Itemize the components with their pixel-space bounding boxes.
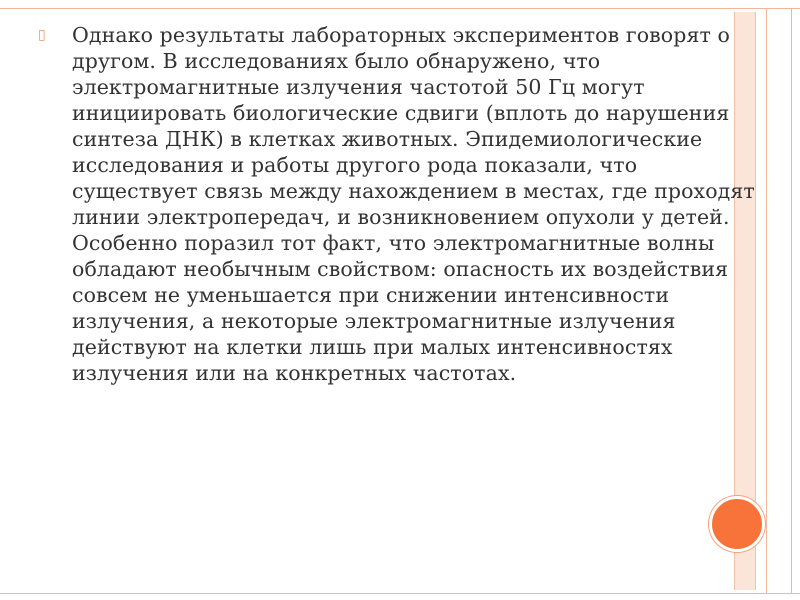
decorative-circle <box>709 496 765 552</box>
frame-bottom-line <box>0 593 800 594</box>
body-paragraph: Однако результаты лабораторных экспериментов говорят о другом. В исследованиях было обнаружено, что электромагнитные излучения частотой 50 Гц могут инициировать биологические сдвиги (вплоть до нарушения синтеза ДНК) в клетках животных. Эпидемиологические исследования и работы другого рода показали, что существует связь между нахождением в местах, где проходят линии электропередач, и возникновением опухоли у детей. Особенно поразил тот факт, что электромагнитные волны обладают необычным свойством: опасность их воздействия совсем не уменьшается при снижении интенсивности излучения, а некоторые электромагнитные излучения действуют на клетки лишь при малых интенсивностях излучения или на конкретных частотах. <box>72 23 755 385</box>
frame-outer-band <box>766 8 792 594</box>
slide-content <box>38 22 758 386</box>
bullet-item <box>38 22 758 386</box>
bullet-icon: ▯ <box>38 27 46 43</box>
frame-top-line <box>0 8 800 9</box>
